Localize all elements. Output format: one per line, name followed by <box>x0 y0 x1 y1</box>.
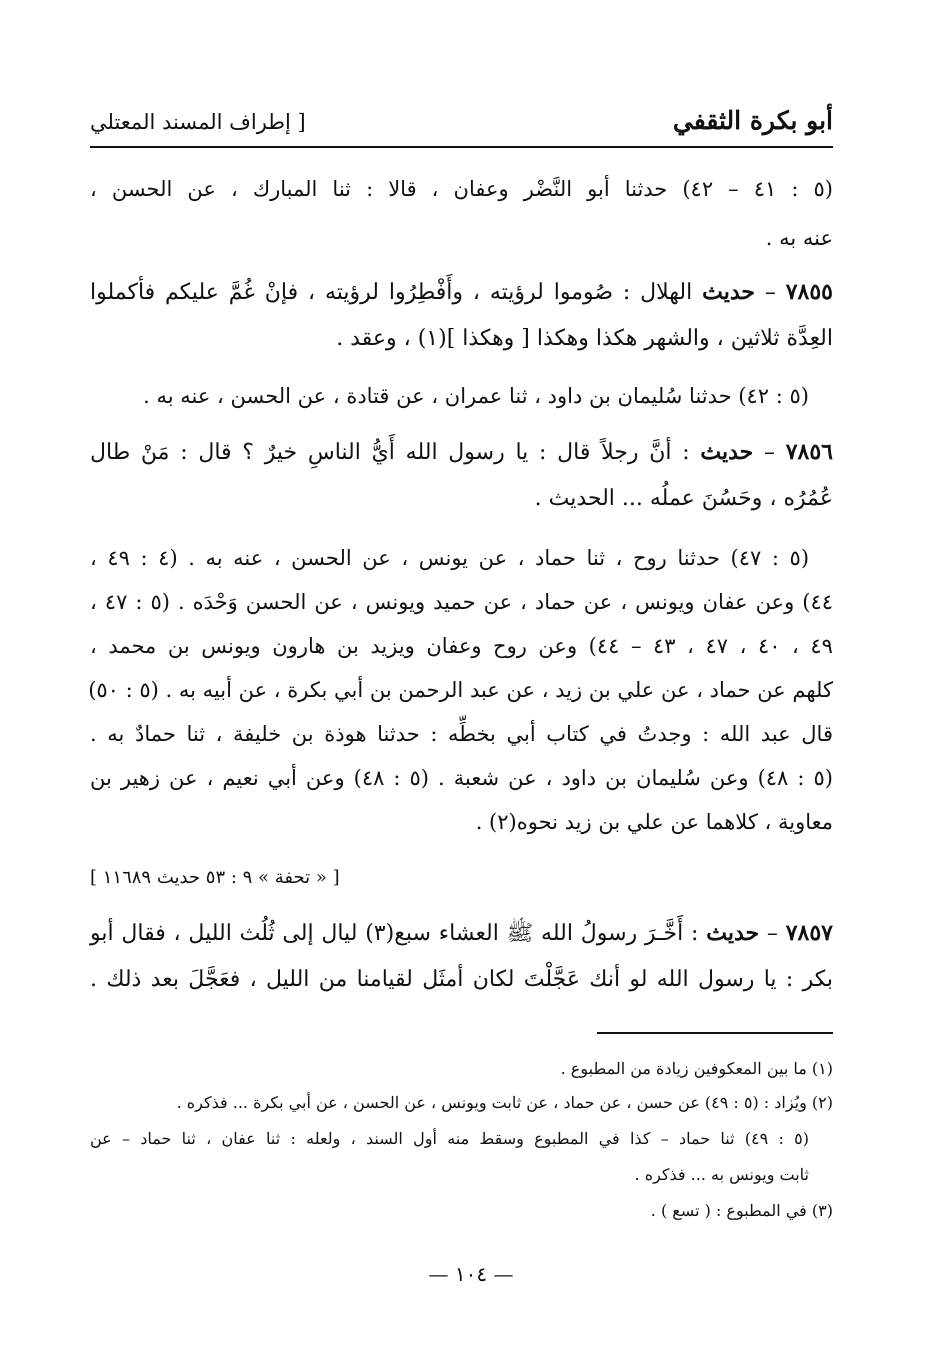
body-line: عنه به . <box>765 226 833 250</box>
body-line: عُمُرُه ، وحَسُنَ عملُه ... الحديث . <box>534 486 833 511</box>
header-title: أبو بكرة الثقفي <box>672 106 833 135</box>
running-header <box>90 98 833 148</box>
header-rule <box>90 146 833 148</box>
hadith-7857-line: ٧٨٥٧ – حديث : أَخَّـرَ رسولُ الله ﷺ العشاء سبع(٣) ليال إلى ثُلُث الليل ، فقال أبو <box>90 920 833 946</box>
hadith-number: ٧٨٥٥ <box>785 279 833 305</box>
page-number: — ١٠٤ — <box>428 1262 514 1286</box>
hadith-number: ٧٨٥٦ <box>785 439 833 465</box>
footnote: (١) ما بين المعكوفين زيادة من المطبوع . <box>560 1059 833 1078</box>
tuhfa-reference: [ « تحفة » ٩ : ٥٣ حديث ١١٦٨٩ ] <box>90 867 340 888</box>
body-line: ٤٩ ، ٤٠ ، ٤٧ ، ٤٣ – ٤٤) وعن روح وعفان ويزيد بن هارون ويونس بن محمد ، <box>90 634 833 658</box>
body-line: (٥ : ٤٢) حدثنا سُليمان بن داود ، ثنا عمران ، عن قتادة ، عن الحسن ، عنه به . <box>143 384 809 408</box>
footnote: (٥ : ٤٩) ثنا حماد – كذا في المطبوع وسقط منه أول السند ، ولعله : ثنا عفان ، ثنا حماد – عن <box>90 1129 810 1148</box>
body-line: العِدَّة ثلاثين ، والشهر هكذا وهكذا [ وهكذا ](١) ، وعقد . <box>336 326 833 351</box>
body-line: كلهم عن حماد ، عن علي بن زيد ، عن عبد الرحمن بن أبي بكرة ، عن أبيه به . (٥ : ٥٠) <box>88 678 833 702</box>
hadith-label: حديث <box>700 439 754 465</box>
hadith-7855-line: ٧٨٥٥ – حديث الهلال : صُوموا لرؤيته ، وأَفْطِرُوا لرؤيته ، فإنْ غُمَّ عليكم فأكملوا <box>90 279 833 305</box>
footnote-rule <box>597 1032 833 1034</box>
body-line: (٥ : ٤٨) وعن سُليمان بن داود ، عن شعبة . (٥ : ٤٨) وعن أبي نعيم ، عن زهير بن <box>90 766 833 790</box>
body-line: (٥ : ٤١ – ٤٢) حدثنا أبو النَّضْر وعفان ، قالا : ثنا المبارك ، عن الحسن ، <box>90 177 833 201</box>
hadith-label: حديث <box>706 920 760 946</box>
body-line: ٤٤) وعن عفان ويونس ، عن حماد ، عن حميد ويونس ، عن الحسن وَحْدَه . (٥ : ٤٧ ، <box>90 590 833 614</box>
body-line: معاوية ، كلاهما عن علي بن زيد نحوه(٢) . <box>475 810 833 834</box>
body-line: (٥ : ٤٧) حدثنا روح ، ثنا حماد ، عن يونس ، عن الحسن ، عنه به . (٤ : ٤٩ ، <box>90 546 810 570</box>
hadith-text: الهلال : صُوموا لرؤيته ، وأَفْطِرُوا لرؤيته ، فإنْ غُمَّ عليكم فأكملوا <box>90 280 693 305</box>
body-line: قال عبد الله : وجدتُ في كتاب أبي بخطِّه : حدثنا هوذة بن خليفة ، ثنا حمادٌ به . <box>90 722 833 746</box>
hadith-text: : أَخَّـرَ رسولُ الله ﷺ العشاء سبع(٣) ليال إلى ثُلُث الليل ، فقال أبو <box>90 921 699 946</box>
footnote: (٢) ويُزاد : (٥ : ٤٩) عن حسن ، عن حماد ، عن ثابت ويونس ، عن الحسن ، عن أبي بكرة ... فذكره . <box>176 1093 833 1112</box>
hadith-text: : أنَّ رجلاً قال : يا رسول الله أَيُّ الناسِ خيرٌ ؟ قال : مَنْ طال <box>90 440 690 465</box>
hadith-label: حديث <box>702 279 755 305</box>
hadith-number: ٧٨٥٧ <box>785 920 833 946</box>
hadith-7856-line: ٧٨٥٦ – حديث : أنَّ رجلاً قال : يا رسول الله أَيُّ الناسِ خيرٌ ؟ قال : مَنْ طال <box>90 439 833 465</box>
header-book-title: [ إطراف المسند المعتلي <box>90 110 306 134</box>
body-line: بكر : يا رسول الله لو أنك عَجَّلْتَ لكان أمثَل لقيامنا من الليل ، فعَجَّلَ بعد ذلك . <box>90 967 833 992</box>
footnote: (٣) في المطبوع : ( تسع ) . <box>650 1201 833 1220</box>
footnote: ثابت ويونس به ... فذكره . <box>634 1165 809 1184</box>
